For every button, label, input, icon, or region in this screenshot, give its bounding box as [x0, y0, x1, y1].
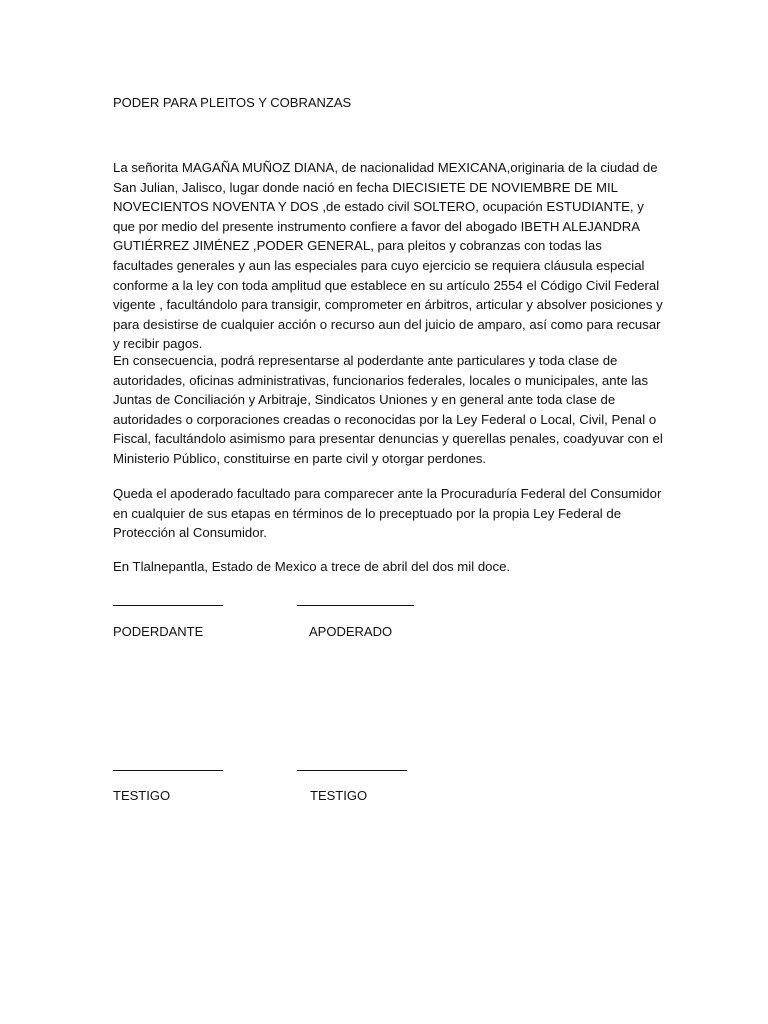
signature-line-poderdante — [113, 605, 223, 606]
signature-line-testigo-2 — [297, 770, 407, 771]
signature-label-testigo-1: TESTIGO — [113, 788, 171, 803]
signature-line-apoderado — [297, 605, 414, 606]
signature-line-testigo-1 — [113, 770, 223, 771]
paragraph-grant-of-power: La señorita MAGAÑA MUÑOZ DIANA, de nacionalidad MEXICANA,originaria de la ciudad de San Julian, Jalisco, lugar donde nació en fecha DIECISIETE DE NOVIEMBRE DE MIL NOVECIENTOS NOVENTA Y DOS ,de estado civil SOLTERO, ocupación ESTUDIANTE, y que por medio del presente instrumento confiere a favor del abogado IBETH ALEJANDRA GUTIÉRREZ JIMÉNEZ ,PODER GENERAL, para pleitos y cobranzas con todas las facultades generales y aun las especiales para cuyo ejercicio se requiera cláusula especial conforme a la ley con toda amplitud que establece en su artículo 2554 el Código Civil Federal vigente , facultándolo para transigir, comprometer en árbitros, articular y absolver posiciones y para desistirse de cualquier acción o recurso aun del juicio de amparo, así como para recusar y recibir pagos. — [113, 160, 663, 352]
paragraph-place-date: En Tlalnepantla, Estado de Mexico a trece de abril del dos mil doce. — [113, 559, 511, 574]
signature-label-poderdante: PODERDANTE — [113, 624, 204, 639]
signature-label-apoderado: APODERADO — [309, 624, 393, 639]
paragraph-representation: En consecuencia, podrá representarse al poderdante ante particulares y toda clase de autoridades, oficinas administrativas, funcionarios federales, locales o municipales, ante las Juntas de Conciliación y Arbitraje, Sindicatos Uniones y en general ante toda clase de autoridades o corporaciones creadas o reconocidas por la Ley Federal o Local, Civil, Penal o Fiscal, facultándolo asimismo para presentar denuncias y querellas penales, coadyuvar con el Ministerio Público, constituirse en parte civil y otorgar perdones. — [113, 353, 663, 466]
paragraph-consumer-authority: Queda el apoderado facultado para comparecer ante la Procuraduría Federal del Consumidor en cualquier de sus etapas en términos de lo preceptuado por la propia Ley Federal de Protección al Consumidor. — [113, 486, 662, 541]
signature-label-testigo-2: TESTIGO — [310, 788, 368, 803]
document-title: PODER PARA PLEITOS Y COBRANZAS — [113, 95, 352, 110]
